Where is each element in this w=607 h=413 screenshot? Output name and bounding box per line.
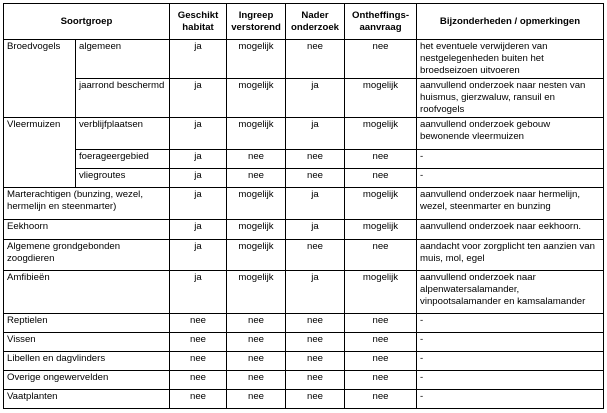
header-row [4,4,604,40]
cell-opmerking: - [417,390,604,409]
table-row [4,40,604,79]
row-group: Overige ongewervelden [4,371,170,390]
table-row [4,169,604,188]
cell-onderzoek: nee [286,240,345,271]
cell-verstorend: mogelijk [227,40,286,79]
cell-habitat: nee [170,371,227,390]
cell-ontheffing: nee [345,333,417,352]
cell-verstorend: nee [227,352,286,371]
cell-opmerking: aanvullend onderzoek naar nesten van huismus, gierzwaluw, ransuil en roofvogels [417,79,604,118]
cell-ontheffing: mogelijk [345,188,417,220]
cell-ontheffing: nee [345,314,417,333]
row-group: Vleermuizen [4,118,76,188]
table-row [4,271,604,314]
table-row [4,333,604,352]
header-nader-onderzoek: Nader onderzoek [286,4,345,40]
cell-onderzoek: ja [286,79,345,118]
header-ingreep-verstorend: Ingreep verstorend [227,4,286,40]
cell-onderzoek: nee [286,150,345,169]
row-subgroup: verblijfplaatsen [76,118,170,150]
cell-habitat: nee [170,390,227,409]
row-group: Algemene grondgebonden zoogdieren [4,240,170,271]
row-group: Libellen en dagvlinders [4,352,170,371]
cell-onderzoek: nee [286,169,345,188]
cell-verstorend: mogelijk [227,79,286,118]
table-row [4,118,604,150]
cell-habitat: nee [170,352,227,371]
cell-onderzoek: ja [286,188,345,220]
cell-opmerking: - [417,333,604,352]
cell-ontheffing: nee [345,40,417,79]
table-row [4,371,604,390]
cell-verstorend: nee [227,371,286,390]
cell-onderzoek: nee [286,314,345,333]
cell-opmerking: aanvullend onderzoek naar alpenwatersalamander, vinpootsalamander en kamsalamander [417,271,604,314]
cell-habitat: nee [170,314,227,333]
cell-habitat: ja [170,220,227,240]
row-subgroup: foerageergebied [76,150,170,169]
cell-opmerking: - [417,150,604,169]
cell-habitat: ja [170,240,227,271]
row-subgroup: vliegroutes [76,169,170,188]
row-group: Vaatplanten [4,390,170,409]
cell-ontheffing: nee [345,150,417,169]
cell-onderzoek: nee [286,371,345,390]
row-subgroup: jaarrond beschermd [76,79,170,118]
header-ontheffingsaanvraag: Ontheffings-aanvraag [345,4,417,40]
cell-verstorend: nee [227,390,286,409]
cell-onderzoek: nee [286,40,345,79]
cell-verstorend: mogelijk [227,240,286,271]
table-row [4,188,604,220]
table-row [4,220,604,240]
cell-opmerking: - [417,371,604,390]
table-row [4,150,604,169]
cell-opmerking: aanvullend onderzoek gebouw bewonende vleermuizen [417,118,604,150]
cell-verstorend: mogelijk [227,271,286,314]
row-subgroup: algemeen [76,40,170,79]
cell-verstorend: nee [227,169,286,188]
cell-verstorend: mogelijk [227,118,286,150]
cell-verstorend: nee [227,333,286,352]
cell-opmerking: - [417,169,604,188]
cell-habitat: ja [170,169,227,188]
table-row [4,79,604,118]
table-row [4,390,604,409]
cell-ontheffing: nee [345,371,417,390]
cell-ontheffing: nee [345,169,417,188]
header-geschikt-habitat: Geschikt habitat [170,4,227,40]
species-table [3,3,604,409]
header-bijzonderheden: Bijzonderheden / opmerkingen [417,4,604,40]
cell-onderzoek: ja [286,220,345,240]
table-row [4,314,604,333]
cell-onderzoek: ja [286,118,345,150]
cell-verstorend: mogelijk [227,188,286,220]
cell-opmerking: aanvullend onderzoek naar eekhoorn. [417,220,604,240]
cell-ontheffing: mogelijk [345,118,417,150]
cell-onderzoek: nee [286,333,345,352]
cell-onderzoek: nee [286,390,345,409]
cell-habitat: ja [170,118,227,150]
cell-verstorend: nee [227,150,286,169]
cell-ontheffing: nee [345,240,417,271]
cell-habitat: ja [170,40,227,79]
cell-ontheffing: nee [345,390,417,409]
cell-verstorend: mogelijk [227,220,286,240]
row-group: Broedvogels [4,40,76,118]
cell-ontheffing: mogelijk [345,271,417,314]
table-row [4,240,604,271]
cell-habitat: ja [170,188,227,220]
cell-opmerking: aandacht voor zorgplicht ten aanzien van muis, mol, egel [417,240,604,271]
cell-habitat: ja [170,79,227,118]
cell-verstorend: nee [227,314,286,333]
header-soortgroep: Soortgroep [4,4,170,40]
cell-opmerking: - [417,314,604,333]
cell-opmerking: - [417,352,604,371]
row-group: Vissen [4,333,170,352]
table-row [4,352,604,371]
cell-ontheffing: mogelijk [345,220,417,240]
row-group: Reptielen [4,314,170,333]
row-group: Amfibieën [4,271,170,314]
cell-onderzoek: ja [286,271,345,314]
cell-opmerking: het eventuele verwijderen van nestgelegenheden buiten het broedseizoen uitvoeren [417,40,604,79]
cell-habitat: ja [170,271,227,314]
row-group: Marterachtigen (bunzing, wezel, hermelijn en steenmarter) [4,188,170,220]
row-group: Eekhoorn [4,220,170,240]
cell-ontheffing: mogelijk [345,79,417,118]
cell-habitat: nee [170,333,227,352]
cell-opmerking: aanvullend onderzoek naar hermelijn, wezel, steenmarter en bunzing [417,188,604,220]
cell-ontheffing: nee [345,352,417,371]
cell-habitat: ja [170,150,227,169]
cell-onderzoek: nee [286,352,345,371]
